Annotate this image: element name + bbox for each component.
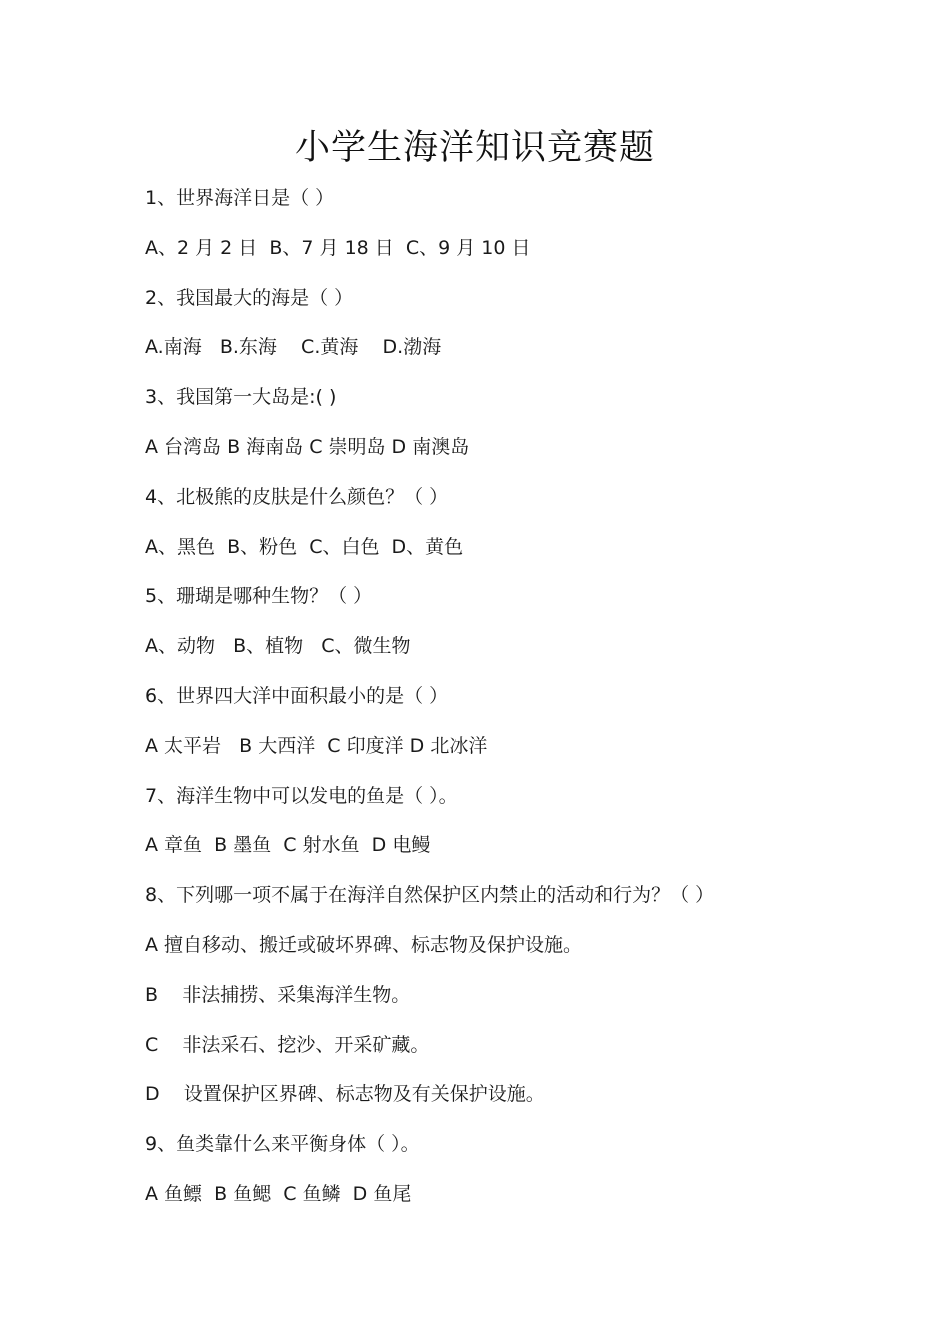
question-8: 8、下列哪一项不属于在海洋自然保护区内禁止的活动和行为？（ ） xyxy=(145,884,715,907)
answer-option-8d: D 设置保护区界碑、标志物及有关保护设施。 xyxy=(145,1083,545,1106)
question-4: 4、北极熊的皮肤是什么颜色？（ ） xyxy=(145,485,449,508)
answer-options-3: A 台湾岛 B 海南岛 C 崇明岛 D 南澳岛 xyxy=(145,435,470,458)
answer-options-4: A、黑色 B、粉色 C、白色 D、黄色 xyxy=(145,535,464,558)
question-6: 6、世界四大洋中面积最小的是（ ） xyxy=(145,684,449,707)
page-title: 小学生海洋知识竞赛题 xyxy=(294,128,655,168)
question-2: 2、我国最大的海是（ ） xyxy=(145,286,354,309)
question-5: 5、珊瑚是哪种生物？（ ） xyxy=(145,585,373,608)
answer-options-1: A、2 月 2 日 B、7 月 18 日 C、9 月 10 日 xyxy=(145,236,531,259)
answer-options-2: A.南海 B.东海 C.黄海 D.渤海 xyxy=(145,336,442,359)
answer-option-8c: C 非法采石、挖沙、开采矿藏。 xyxy=(145,1033,430,1056)
question-1: 1、世界海洋日是（ ） xyxy=(145,187,335,209)
answer-options-5: A、动物 B、植物 C、微生物 xyxy=(145,635,411,658)
answer-option-8b: B 非法捕捞、采集海洋生物。 xyxy=(145,983,411,1006)
answer-options-7: A 章鱼 B 墨鱼 C 射水鱼 D 电鳗 xyxy=(145,834,431,857)
question-7: 7、海洋生物中可以发电的鱼是（ ）。 xyxy=(145,784,458,807)
question-3: 3、我国第一大岛是:( ) xyxy=(145,386,337,409)
question-list xyxy=(145,174,905,1220)
answer-option-8a: A 擅自移动、搬迁或破坏界碑、标志物及保护设施。 xyxy=(145,933,583,956)
answer-options-9: A 鱼鳔 B 鱼鳃 C 鱼鳞 D 鱼尾 xyxy=(145,1182,412,1205)
question-9: 9、鱼类靠什么来平衡身体（ ）。 xyxy=(145,1133,420,1156)
answer-options-6: A 太平岩 B 大西洋 C 印度洋 D 北冰洋 xyxy=(145,734,488,757)
